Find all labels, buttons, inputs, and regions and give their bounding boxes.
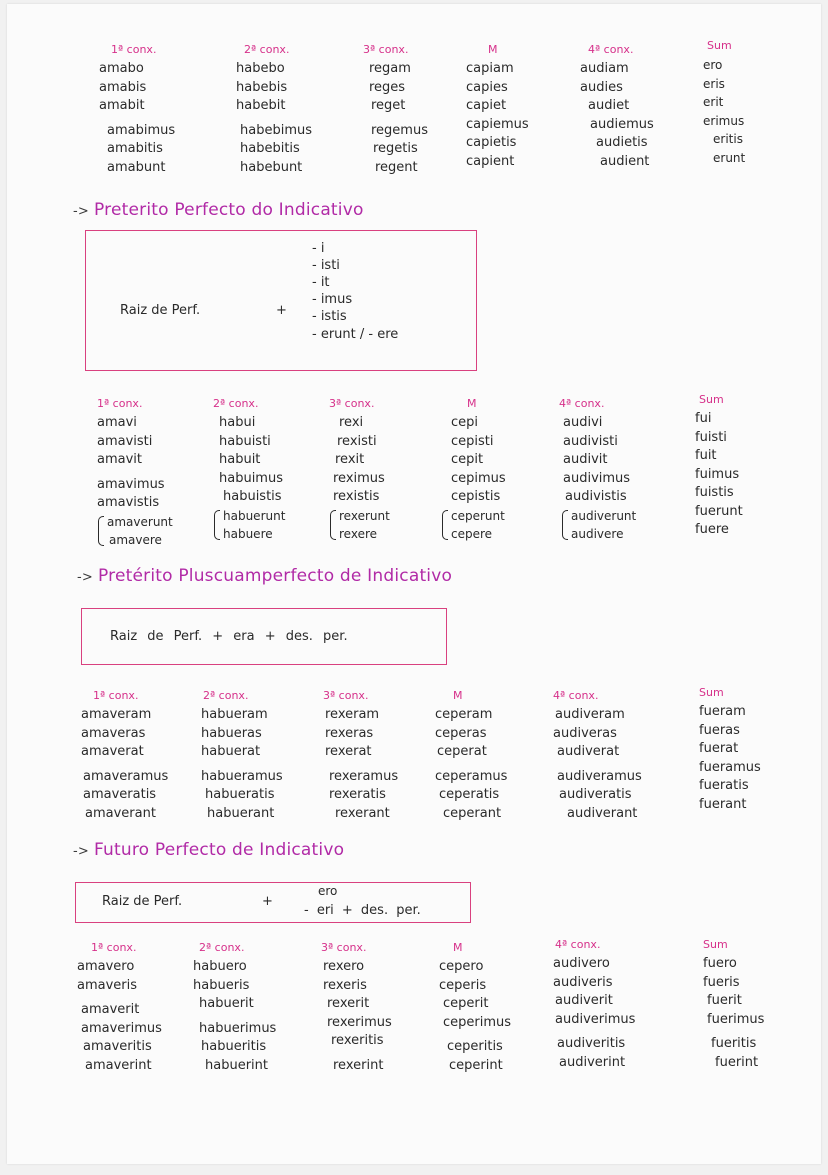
conj-header: 4ª conx. bbox=[555, 938, 601, 951]
verb-form: rexisti bbox=[337, 433, 377, 449]
futuro-perfecto-sum-column bbox=[703, 937, 764, 1072]
verb-form: ceperunt bbox=[451, 507, 506, 526]
futuro-perfecto-formula-box bbox=[75, 882, 471, 923]
verb-form: amaverunt bbox=[107, 513, 173, 532]
verb-form: fuimus bbox=[695, 466, 740, 482]
verb-form: habueratis bbox=[205, 787, 275, 802]
verb-form: rexerit bbox=[327, 996, 370, 1011]
verb-form: habuimus bbox=[219, 470, 283, 486]
verb-form: amabitis bbox=[107, 141, 163, 156]
verb-form: fuisti bbox=[695, 429, 727, 445]
verb-form: rexeram bbox=[325, 707, 380, 722]
verb-form: capiam bbox=[466, 61, 514, 76]
verb-form: regetis bbox=[373, 141, 418, 156]
verb-form: habuere bbox=[223, 527, 273, 541]
verb-form: amabis bbox=[99, 79, 147, 95]
perfecto-4-conj-column bbox=[559, 396, 636, 544]
verb-form: capient bbox=[466, 153, 515, 169]
formula-root: Raiz de Perf. bbox=[102, 894, 183, 909]
verb-form: rexeramus bbox=[329, 768, 399, 784]
verb-form: habuerint bbox=[205, 1057, 268, 1073]
verb-form: ceperas bbox=[435, 725, 487, 741]
verb-form: habebitis bbox=[240, 141, 300, 156]
futuro-imperfecto-4-conj-column bbox=[580, 42, 654, 171]
verb-form: rexistis bbox=[333, 489, 380, 504]
conj-header: 2ª conx. bbox=[203, 689, 249, 702]
futuro-imperfecto-mixed-column bbox=[466, 42, 529, 171]
verb-form: amaveramus bbox=[83, 768, 169, 784]
verb-form: audivimus bbox=[563, 470, 631, 486]
verb-form: regent bbox=[375, 159, 418, 175]
verb-form: ceperint bbox=[449, 1057, 503, 1073]
verb-form: rexeras bbox=[325, 725, 374, 741]
verb-form: ceperis bbox=[439, 977, 487, 993]
verb-form: habebunt bbox=[240, 159, 303, 175]
conj-header: M bbox=[488, 43, 498, 56]
verb-form: audiveram bbox=[555, 707, 625, 722]
verb-form: audiveritis bbox=[557, 1036, 626, 1051]
verb-form: audiverat bbox=[557, 744, 620, 759]
verb-form: erunt bbox=[713, 150, 746, 165]
verb-form: amaveratis bbox=[83, 787, 157, 802]
verb-form: ceperitis bbox=[447, 1039, 503, 1054]
verb-form: audivere bbox=[571, 527, 624, 541]
verb-form: amabo bbox=[99, 61, 144, 76]
conj-header: 3ª conx. bbox=[323, 689, 369, 702]
formula-ending: - i bbox=[312, 241, 325, 256]
perfecto-mixed-column bbox=[441, 396, 506, 544]
verb-form: fuere bbox=[695, 522, 729, 537]
verb-form: fueris bbox=[703, 974, 740, 990]
verb-form: fuit bbox=[695, 448, 717, 463]
verb-form: audient bbox=[600, 153, 650, 169]
verb-form: fuerant bbox=[699, 796, 747, 812]
verb-form: habueras bbox=[201, 725, 262, 741]
perfecto-3-conj-column bbox=[329, 396, 390, 544]
conj-header: 1ª conx. bbox=[97, 397, 143, 410]
conj-header: M bbox=[467, 397, 477, 410]
verb-form: audies bbox=[580, 79, 623, 95]
verb-form: amaveram bbox=[81, 707, 152, 722]
verb-form: audiverunt bbox=[571, 507, 636, 526]
notebook-page bbox=[7, 4, 821, 1164]
verb-form: audiveratis bbox=[559, 787, 632, 802]
pluscuamperfecto-1-conj-column bbox=[81, 688, 168, 823]
verb-form: amaveras bbox=[81, 725, 146, 741]
verb-form: audiveramus bbox=[557, 768, 642, 784]
conj-header: 1ª conx. bbox=[111, 43, 157, 56]
verb-form: fueras bbox=[699, 722, 740, 738]
perfecto-2-conj-column bbox=[213, 396, 285, 544]
futuro-perfecto-mixed-column bbox=[435, 940, 511, 1075]
verb-form: habueram bbox=[201, 707, 268, 722]
verb-form: amavere bbox=[109, 533, 162, 547]
verb-form: habuit bbox=[219, 452, 261, 467]
verb-form: amavistis bbox=[97, 495, 160, 510]
verb-form: cepere bbox=[451, 527, 493, 541]
verb-form: cepisti bbox=[451, 433, 494, 449]
verb-form: audivisti bbox=[563, 433, 618, 449]
verb-form: cepimus bbox=[451, 470, 506, 486]
verb-form: audivit bbox=[563, 452, 608, 467]
section-title-text: Futuro Perfecto de Indicativo bbox=[93, 840, 345, 860]
verb-form: amabimus bbox=[107, 122, 176, 138]
futuro-perfecto-3-conj-column bbox=[321, 940, 392, 1075]
conj-header: 3ª conx. bbox=[321, 941, 367, 954]
verb-form: audiverint bbox=[559, 1054, 626, 1070]
verb-form: rexere bbox=[339, 527, 378, 541]
verb-form: capiet bbox=[466, 98, 507, 113]
perfecto-sum-column bbox=[695, 392, 743, 540]
verb-form: habui bbox=[219, 415, 256, 430]
section-title-text: Preterito Perfecto do Indicativo bbox=[93, 200, 364, 220]
verb-form: erimus bbox=[703, 113, 745, 128]
verb-form: rexerat bbox=[325, 744, 372, 759]
perfecto-title bbox=[73, 200, 364, 220]
verb-form: ceperam bbox=[435, 707, 493, 722]
verb-form: habuistis bbox=[223, 489, 282, 504]
verb-form: habuerant bbox=[207, 805, 275, 821]
verb-form: rexerint bbox=[333, 1057, 384, 1073]
verb-form: reges bbox=[369, 79, 406, 95]
formula-ending: ero bbox=[318, 884, 338, 898]
verb-form: rexerunt bbox=[339, 507, 390, 526]
futuro-imperfecto-sum-column bbox=[703, 38, 745, 167]
arrow-icon: -> bbox=[73, 204, 89, 219]
verb-form: cepistis bbox=[451, 489, 501, 504]
verb-form: amabunt bbox=[107, 159, 166, 175]
verb-form: amavimus bbox=[97, 476, 165, 492]
verb-form: fui bbox=[695, 411, 712, 426]
formula-ending: - istis bbox=[312, 309, 347, 324]
verb-form: ceperimus bbox=[443, 1014, 512, 1030]
verb-form: rexit bbox=[335, 452, 365, 467]
conj-header: Sum bbox=[703, 938, 728, 951]
futuro-imperfecto-1-conj-column bbox=[99, 42, 175, 177]
verb-form: reximus bbox=[333, 470, 385, 486]
futuro-perfecto-title bbox=[73, 840, 344, 860]
pluscuamperfecto-2-conj-column bbox=[201, 688, 283, 823]
verb-form: amaverit bbox=[81, 1002, 140, 1017]
verb-form: amaverat bbox=[81, 744, 144, 759]
verb-form: amaveritis bbox=[83, 1039, 152, 1054]
verb-form: audiverant bbox=[567, 805, 638, 821]
verb-form: cepero bbox=[439, 959, 484, 974]
verb-form: habuerit bbox=[199, 996, 254, 1011]
perfecto-1-conj-column bbox=[97, 396, 173, 550]
conj-header: M bbox=[453, 689, 463, 702]
verb-form: habuerat bbox=[201, 744, 261, 759]
verb-form: audiveras bbox=[553, 725, 617, 741]
verb-form: fuerat bbox=[699, 741, 739, 756]
section-title-text: Pretérito Pluscuamperfecto de Indicativo bbox=[97, 566, 453, 586]
verb-form: fueritis bbox=[711, 1036, 757, 1051]
verb-form: audiverit bbox=[555, 993, 613, 1008]
verb-form: rexeratis bbox=[329, 787, 386, 802]
verb-form: habueramus bbox=[201, 768, 283, 784]
conj-header: 4ª conx. bbox=[553, 689, 599, 702]
formula-ending: - isti bbox=[312, 258, 340, 273]
verb-form: capiemus bbox=[466, 116, 529, 132]
verb-form: rexeritis bbox=[331, 1033, 384, 1048]
verb-form: regam bbox=[369, 61, 411, 76]
verb-form: ceperamus bbox=[435, 768, 508, 784]
verb-form: fuerit bbox=[707, 993, 742, 1008]
futuro-perfecto-2-conj-column bbox=[193, 940, 276, 1075]
conj-header: 3ª conx. bbox=[363, 43, 409, 56]
verb-form: amavit bbox=[97, 452, 142, 467]
verb-form: ceperit bbox=[443, 996, 489, 1011]
conj-header: 2ª conx. bbox=[244, 43, 290, 56]
verb-form: rexeris bbox=[323, 977, 367, 993]
formula-ending: - erunt / - ere bbox=[312, 327, 399, 342]
verb-form: amaverant bbox=[85, 805, 156, 821]
verb-form: fuerimus bbox=[707, 1011, 765, 1027]
verb-form: fuerunt bbox=[695, 503, 743, 519]
conj-header: 4ª conx. bbox=[588, 43, 634, 56]
verb-form: fueram bbox=[699, 704, 746, 719]
verb-form: cepit bbox=[451, 452, 484, 467]
verb-form: amavero bbox=[77, 959, 135, 974]
verb-form: capies bbox=[466, 79, 508, 95]
verb-form: fueramus bbox=[699, 759, 761, 775]
conj-header: M bbox=[453, 941, 463, 954]
verb-form: audivi bbox=[563, 415, 603, 430]
formula-ending: - it bbox=[312, 275, 330, 290]
verb-form: fueratis bbox=[699, 778, 749, 793]
verb-form: ceperant bbox=[443, 805, 502, 821]
verb-form: habuerimus bbox=[199, 1020, 277, 1036]
futuro-perfecto-4-conj-column bbox=[553, 937, 635, 1072]
pluscuamperfecto-title bbox=[77, 566, 452, 586]
verb-form: habueritis bbox=[201, 1039, 267, 1054]
verb-form: ceperat bbox=[437, 744, 487, 759]
conj-header: 2ª conx. bbox=[213, 397, 259, 410]
verb-form: amavisti bbox=[97, 433, 153, 449]
conj-header: Sum bbox=[707, 39, 732, 52]
pluscuamperfecto-formula-box bbox=[81, 608, 447, 665]
verb-form: habuerunt bbox=[223, 507, 285, 526]
arrow-icon: -> bbox=[73, 844, 89, 859]
verb-form: rexi bbox=[339, 415, 364, 430]
formula-text: Raiz de Perf. + era + des. per. bbox=[110, 629, 348, 644]
conj-header: 1ª conx. bbox=[93, 689, 139, 702]
verb-form: amabit bbox=[99, 98, 145, 113]
verb-form: capietis bbox=[466, 135, 517, 150]
formula-ending: - imus bbox=[312, 292, 353, 307]
conj-header: 4ª conx. bbox=[559, 397, 605, 410]
futuro-imperfecto-2-conj-column bbox=[236, 42, 312, 177]
formula-plus: + bbox=[276, 303, 287, 318]
pluscuamperfecto-sum-column bbox=[699, 685, 761, 814]
verb-form: habebo bbox=[236, 61, 285, 76]
pluscuamperfecto-3-conj-column bbox=[321, 688, 398, 823]
verb-form: amavi bbox=[97, 415, 137, 430]
conj-header: 2ª conx. bbox=[199, 941, 245, 954]
verb-form: fuero bbox=[703, 956, 737, 971]
formula-root: Raiz de Perf. bbox=[120, 303, 201, 318]
verb-form: fuerint bbox=[715, 1054, 759, 1070]
verb-form: fuistis bbox=[695, 485, 734, 500]
verb-form: rexerimus bbox=[327, 1014, 392, 1030]
pluscuamperfecto-4-conj-column bbox=[553, 688, 642, 823]
verb-form: habebimus bbox=[240, 122, 312, 138]
verb-form: habuisti bbox=[219, 433, 271, 449]
verb-form: cepi bbox=[451, 415, 479, 430]
arrow-icon: -> bbox=[77, 570, 93, 585]
verb-form: audivero bbox=[553, 956, 610, 971]
pluscuamperfecto-mixed-column bbox=[435, 688, 507, 823]
conj-header: Sum bbox=[699, 393, 724, 406]
verb-form: amaverimus bbox=[81, 1020, 162, 1036]
verb-form: amaverint bbox=[85, 1057, 152, 1073]
verb-form: audiemus bbox=[590, 116, 654, 132]
verb-form: ero bbox=[703, 58, 723, 72]
verb-form: audiveris bbox=[553, 974, 613, 990]
verb-form: rexero bbox=[323, 959, 365, 974]
verb-form: habueris bbox=[193, 977, 250, 993]
verb-form: audiet bbox=[588, 98, 630, 113]
futuro-perfecto-1-conj-column bbox=[77, 940, 162, 1075]
formula-ending: - eri + des. per. bbox=[304, 903, 421, 918]
perfecto-formula-box bbox=[85, 230, 477, 371]
verb-form: rexerant bbox=[335, 805, 390, 821]
verb-form: reget bbox=[371, 98, 406, 113]
verb-form: audiam bbox=[580, 61, 629, 76]
conj-header: 3ª conx. bbox=[329, 397, 375, 410]
verb-form: regemus bbox=[371, 122, 428, 138]
verb-form: audivistis bbox=[565, 489, 627, 504]
verb-form: eritis bbox=[713, 132, 743, 146]
verb-form: ceperatis bbox=[439, 787, 500, 802]
verb-form: habebit bbox=[236, 98, 286, 113]
conj-header: Sum bbox=[699, 686, 724, 699]
formula-plus: + bbox=[262, 894, 273, 909]
verb-form: audietis bbox=[596, 135, 648, 150]
conj-header: 1ª conx. bbox=[91, 941, 137, 954]
verb-form: amaveris bbox=[77, 977, 138, 993]
verb-form: habebis bbox=[236, 79, 288, 95]
verb-form: eris bbox=[703, 76, 725, 91]
verb-form: audiverimus bbox=[555, 1011, 636, 1027]
verb-form: erit bbox=[703, 95, 724, 109]
verb-form: habuero bbox=[193, 959, 247, 974]
futuro-imperfecto-3-conj-column bbox=[363, 42, 428, 177]
